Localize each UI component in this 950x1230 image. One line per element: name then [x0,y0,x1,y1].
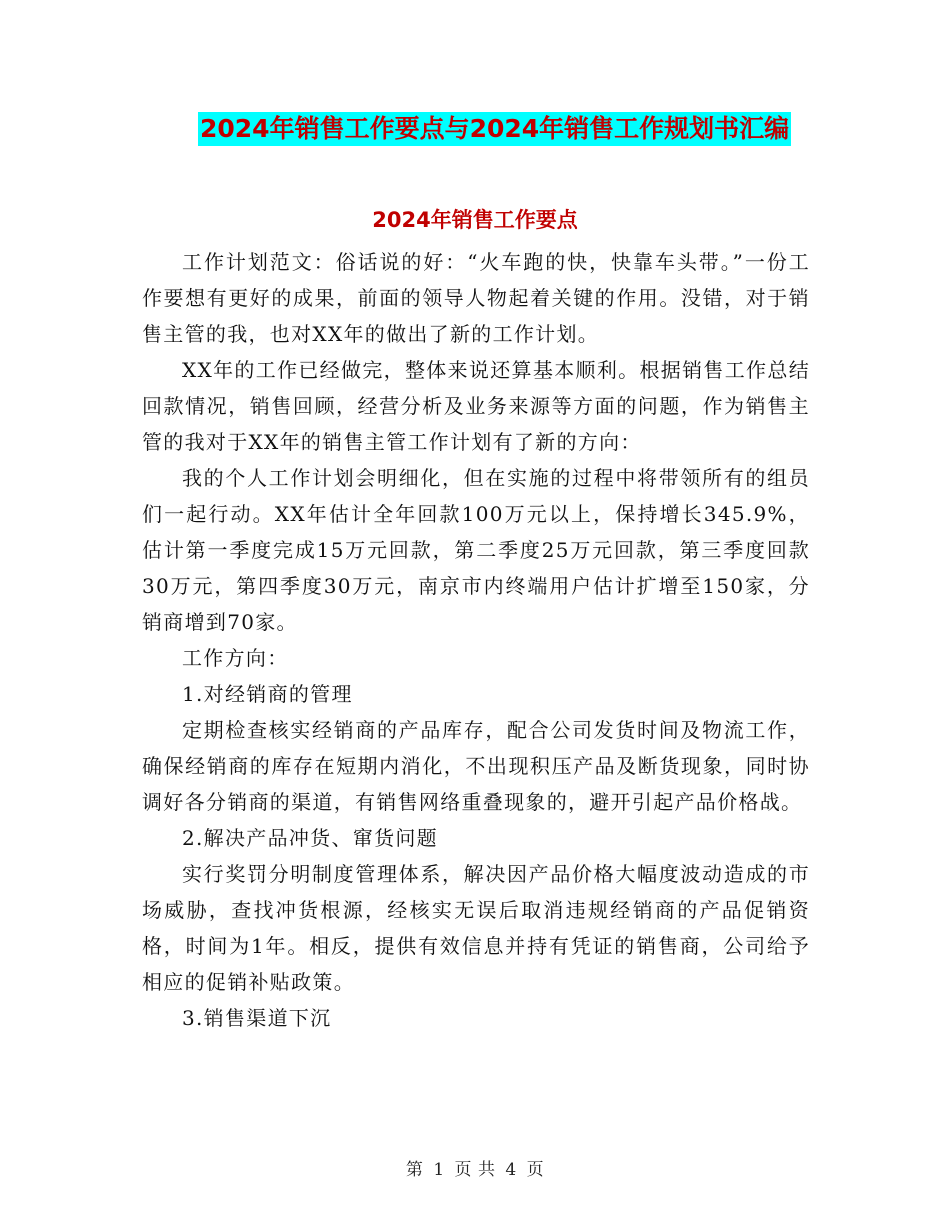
footer-middle: 页 共 [454,1160,496,1180]
paragraph-summary: XX年的工作已经做完，整体来说还算基本顺利。根据销售工作总结回款情况，销售回顾，经营分析及业务来源等方面的问题，作为销售主管的我对于XX年的销售主管工作计划有了新的方向： [142,358,810,454]
footer-total-pages: 4 [505,1160,517,1180]
paragraph-item-1-body: 定期检查核实经销商的产品库存，配合公司发货时间及物流工作，确保经销商的库存在短期内消化，不出现积压产品及断货现象，同时协调好各分销商的渠道，有销售网络重叠现象的，避开引起产品价格战。 [142,718,810,814]
section-title: 2024年销售工作要点 [372,208,578,232]
paragraph-item-3-heading: 3.销售渠道下沉 [182,1006,332,1030]
footer-suffix: 页 [526,1160,545,1180]
page-footer [0,1155,950,1180]
paragraph-plan: 我的个人工作计划会明细化，但在实施的过程中将带领所有的组员们一起行动。XX年估计全年回款100万元以上，保持增长345.9%，估计第一季度完成15万元回款，第二季度25万元回款，第三季度回款30万元，第四季度30万元，南京市内终端用户估计扩增至150家，分销商增到70家。 [142,466,810,634]
paragraph-item-2-heading: 2.解决产品冲货、窜货问题 [182,826,438,850]
paragraph-item-1-heading: 1.对经销商的管理 [182,682,353,706]
document-body [142,224,810,1036]
footer-page-number: 1 [433,1160,445,1180]
paragraph-item-2-body: 实行奖罚分明制度管理体系，解决因产品价格大幅度波动造成的市场威胁，查找冲货根源，经核实无误后取消违规经销商的产品促销资格，时间为1年。相反，提供有效信息并持有凭证的销售商，公司给予相应的促销补贴政策。 [142,862,810,994]
footer-prefix: 第 [405,1160,424,1180]
paragraph-direction-heading: 工作方向： [182,646,289,670]
document-title: 2024年销售工作要点与2024年销售工作规划书汇编 [198,112,791,146]
paragraph-intro: 工作计划范文：俗话说的好：“火车跑的快，快靠车头带。”一份工作要想有更好的成果，前面的领导人物起着关键的作用。没错，对于销售主管的我，也对XX年的做出了新的工作计划。 [142,250,810,346]
